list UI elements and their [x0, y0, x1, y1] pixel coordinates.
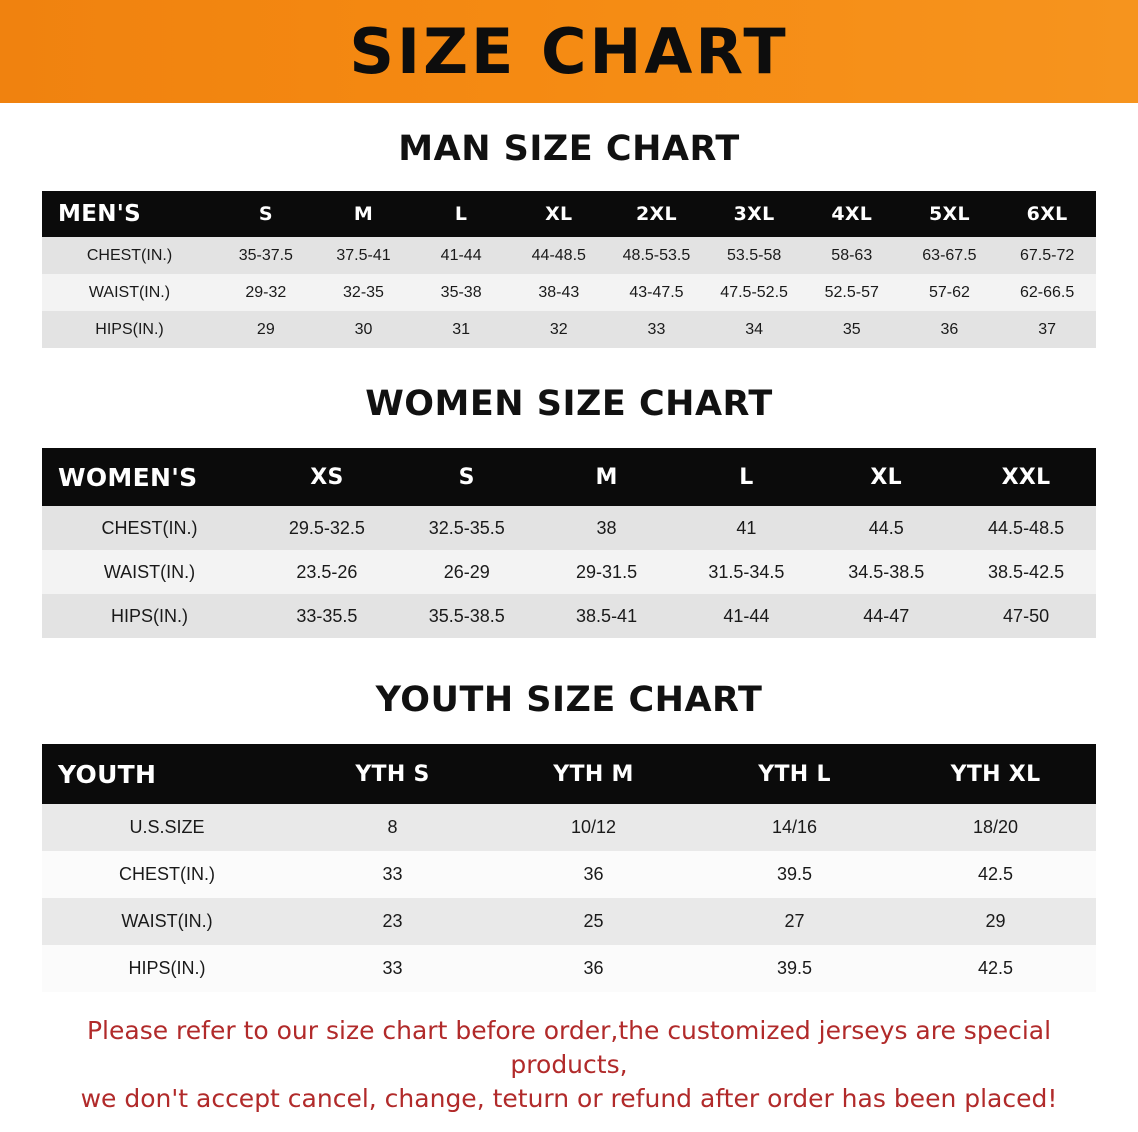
- women-size-table: [42, 448, 1096, 638]
- youth-chest-l: 39.5: [776, 864, 813, 884]
- size-chart-banner: [0, 0, 1138, 103]
- men-row-label-chest: CHEST(IN.): [86, 246, 173, 264]
- men-chest-6xl: 67.5-72: [1019, 246, 1075, 264]
- women-header-cell-4: L: [739, 464, 754, 490]
- women-waist-l: 31.5-34.5: [708, 561, 785, 582]
- men-chest-3xl: 53.5-58: [726, 246, 782, 264]
- women-header-cell-6: XXL: [1001, 464, 1051, 490]
- men-row-label-waist: WAIST(IN.): [88, 283, 171, 301]
- table-row: [42, 506, 1096, 550]
- men-size-table: [42, 191, 1096, 348]
- men-table-header-row: [42, 191, 1096, 237]
- youth-waist-s: 23: [382, 911, 403, 931]
- table-row: [42, 898, 1096, 945]
- youth-header-cell-4: YTH XL: [950, 761, 1041, 787]
- men-header-cell-0: MEN'S: [58, 201, 141, 227]
- youth-ussize-s: 8: [387, 817, 398, 837]
- men-hips-m: 30: [354, 320, 373, 338]
- youth-hips-l: 39.5: [776, 958, 813, 978]
- men-waist-2xl: 43-47.5: [629, 283, 684, 301]
- youth-waist-m: 25: [583, 911, 604, 931]
- women-waist-xs: 23.5-26: [296, 561, 358, 582]
- youth-header-cell-3: YTH L: [758, 761, 831, 787]
- women-waist-xl: 34.5-38.5: [848, 561, 925, 582]
- women-waist-s: 26-29: [443, 561, 490, 582]
- men-waist-3xl: 47.5-52.5: [720, 283, 788, 301]
- women-hips-xs: 33-35.5: [296, 605, 358, 626]
- men-header-cell-7: 4XL: [831, 203, 873, 225]
- men-waist-s: 29-32: [245, 283, 287, 301]
- men-hips-3xl: 34: [745, 320, 763, 338]
- youth-ussize-l: 14/16: [771, 817, 818, 837]
- men-hips-xl: 32: [549, 320, 568, 338]
- men-header-cell-3: L: [454, 203, 468, 225]
- table-row: [42, 311, 1096, 348]
- women-header-cell-2: S: [458, 464, 475, 490]
- table-row: [42, 851, 1096, 898]
- women-chest-s: 32.5-35.5: [428, 517, 505, 538]
- women-header-cell-3: M: [595, 464, 618, 490]
- men-header-cell-4: XL: [545, 203, 573, 225]
- men-waist-xl: 38-43: [538, 283, 580, 301]
- youth-row-label-waist: WAIST(IN.): [121, 911, 213, 931]
- youth-hips-m: 36: [583, 958, 604, 978]
- youth-waist-l: 27: [784, 911, 805, 931]
- men-hips-6xl: 37: [1038, 320, 1057, 338]
- youth-chest-s: 33: [382, 864, 403, 884]
- youth-chest-xl: 42.5: [977, 864, 1014, 884]
- youth-chest-m: 36: [583, 864, 604, 884]
- men-header-cell-8: 5XL: [928, 203, 970, 225]
- youth-header-cell-1: YTH S: [355, 761, 430, 787]
- women-chest-m: 38: [596, 517, 617, 538]
- women-waist-m: 29-31.5: [576, 561, 638, 582]
- table-row: [42, 594, 1096, 638]
- youth-row-label-ussize: U.S.SIZE: [129, 817, 205, 837]
- men-chest-m: 37.5-41: [336, 246, 391, 264]
- women-hips-l: 41-44: [723, 605, 770, 626]
- youth-table-header-row: [42, 744, 1096, 804]
- women-row-label-chest: CHEST(IN.): [101, 517, 198, 538]
- youth-ussize-m: 10/12: [570, 817, 617, 837]
- men-chest-4xl: 58-63: [831, 246, 873, 264]
- men-chest-l: 41-44: [440, 246, 482, 264]
- disclaimer-line-1: Please refer to our size chart before order,the customized jerseys are special products,: [86, 1016, 1052, 1079]
- men-waist-6xl: 62-66.5: [1019, 283, 1075, 301]
- youth-row-label-hips: HIPS(IN.): [128, 958, 206, 978]
- men-section-title: MAN SIZE CHART: [398, 129, 740, 169]
- men-hips-5xl: 36: [940, 320, 959, 338]
- youth-header-cell-0: YOUTH: [58, 759, 157, 789]
- women-table-header-row: [42, 448, 1096, 506]
- table-row: [42, 550, 1096, 594]
- men-header-cell-2: M: [353, 203, 374, 225]
- table-row: [42, 274, 1096, 311]
- youth-row-label-chest: CHEST(IN.): [119, 864, 215, 884]
- men-chest-xl: 44-48.5: [531, 246, 586, 264]
- youth-hips-s: 33: [382, 958, 403, 978]
- men-row-label-hips: HIPS(IN.): [95, 320, 164, 338]
- men-hips-4xl: 35: [842, 320, 861, 338]
- women-section-title: WOMEN SIZE CHART: [365, 384, 773, 424]
- youth-header-cell-2: YTH M: [553, 761, 634, 787]
- youth-hips-xl: 42.5: [977, 958, 1014, 978]
- table-row: [42, 237, 1096, 274]
- women-header-cell-0: WOMEN'S: [58, 462, 198, 492]
- men-hips-2xl: 33: [647, 320, 666, 338]
- women-header-cell-5: XL: [870, 464, 903, 490]
- men-waist-5xl: 57-62: [928, 283, 970, 301]
- men-waist-m: 32-35: [343, 283, 384, 301]
- men-waist-l: 35-38: [440, 283, 482, 301]
- women-hips-xxl: 47-50: [1003, 605, 1050, 626]
- men-header-cell-1: S: [258, 203, 273, 225]
- men-header-cell-9: 6XL: [1026, 203, 1068, 225]
- men-hips-s: 29: [256, 320, 275, 338]
- men-header-cell-5: 2XL: [636, 203, 677, 225]
- disclaimer-note: [38, 1014, 1100, 1115]
- men-waist-4xl: 52.5-57: [824, 283, 879, 301]
- youth-size-table: [42, 744, 1096, 992]
- women-chest-xxl: 44.5-48.5: [988, 517, 1065, 538]
- men-hips-l: 31: [452, 320, 471, 338]
- women-hips-xl: 44-47: [863, 605, 910, 626]
- men-chest-5xl: 63-67.5: [922, 246, 977, 264]
- women-header-cell-1: XS: [310, 464, 344, 490]
- men-header-cell-6: 3XL: [733, 203, 775, 225]
- youth-ussize-xl: 18/20: [972, 817, 1019, 837]
- disclaimer-line-2: we don't accept cancel, change, teturn or refund after order has been placed!: [80, 1083, 1058, 1113]
- women-waist-xxl: 38.5-42.5: [988, 561, 1065, 582]
- women-hips-m: 38.5-41: [576, 605, 638, 626]
- table-row: [42, 945, 1096, 992]
- women-chest-xs: 29.5-32.5: [288, 517, 365, 538]
- youth-size-table-wrapper: [42, 744, 1096, 992]
- women-row-label-hips: HIPS(IN.): [110, 605, 188, 626]
- women-chest-xl: 44.5: [868, 517, 904, 538]
- women-row-label-waist: WAIST(IN.): [103, 561, 196, 582]
- youth-waist-xl: 29: [985, 911, 1006, 931]
- women-hips-s: 35.5-38.5: [428, 605, 505, 626]
- women-chest-l: 41: [736, 517, 757, 538]
- page-title: SIZE CHART: [349, 14, 789, 88]
- men-chest-s: 35-37.5: [238, 246, 293, 264]
- table-row: [42, 804, 1096, 851]
- women-size-table-wrapper: [42, 448, 1096, 638]
- men-chest-2xl: 48.5-53.5: [622, 246, 691, 264]
- youth-section-title: YOUTH SIZE CHART: [375, 680, 763, 720]
- men-size-table-wrapper: [42, 191, 1096, 348]
